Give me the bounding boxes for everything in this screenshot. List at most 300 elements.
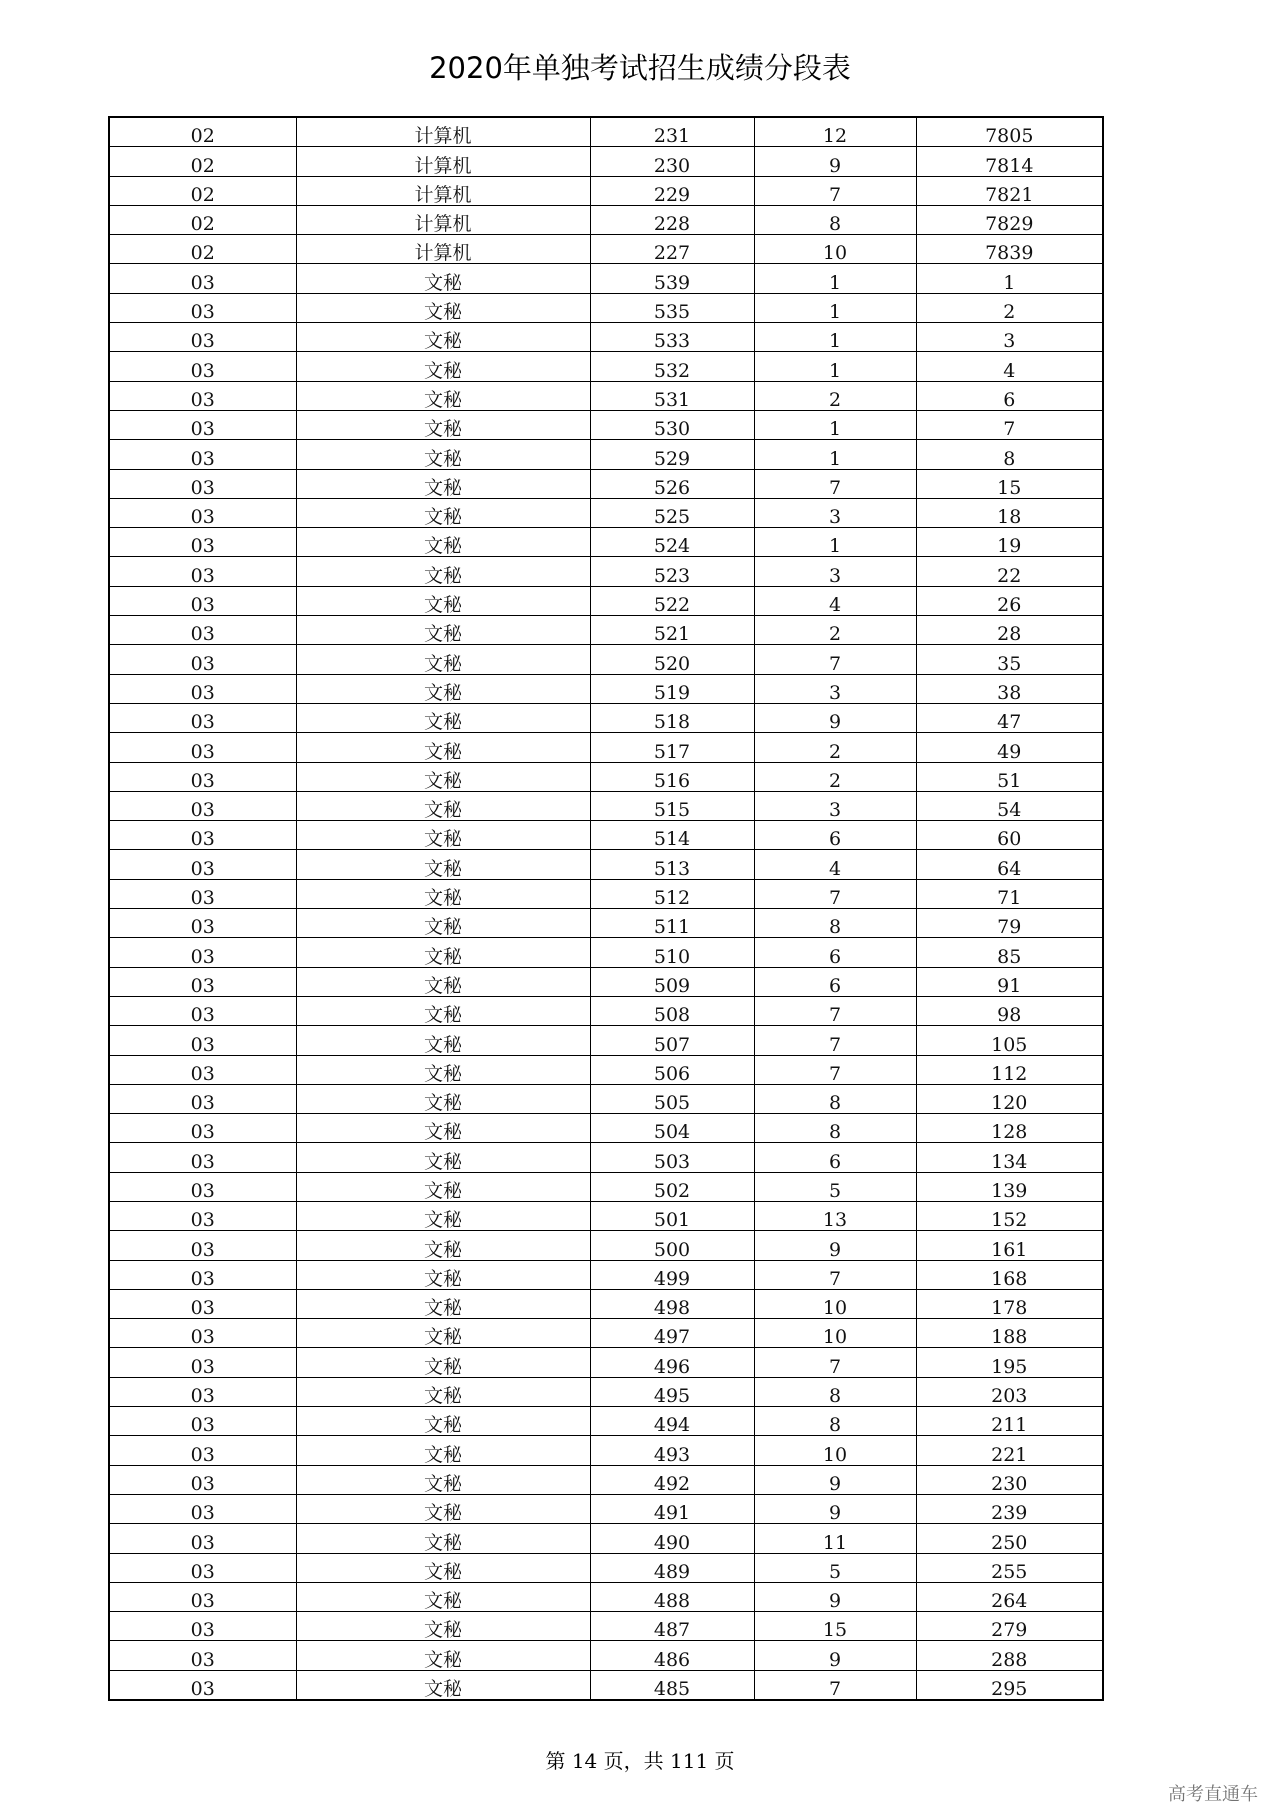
category-code-cell: 03 (109, 1553, 296, 1582)
score-cell: 520 (590, 645, 754, 674)
score-cell: 535 (590, 293, 754, 322)
cumulative-count-cell: 22 (916, 557, 1103, 586)
score-cell: 502 (590, 1172, 754, 1201)
count-cell: 9 (754, 1641, 916, 1670)
category-code-cell: 03 (109, 909, 296, 938)
category-code-cell: 03 (109, 850, 296, 879)
category-code-cell: 02 (109, 117, 296, 147)
table-row (109, 762, 1103, 791)
category-code-cell: 03 (109, 879, 296, 908)
score-cell: 492 (590, 1465, 754, 1494)
score-cell: 524 (590, 528, 754, 557)
count-cell: 1 (754, 264, 916, 293)
score-cell: 522 (590, 586, 754, 615)
subject-cell: 文秘 (296, 1670, 590, 1700)
cumulative-count-cell: 161 (916, 1231, 1103, 1260)
count-cell: 3 (754, 557, 916, 586)
subject-cell: 文秘 (296, 1377, 590, 1406)
score-cell: 539 (590, 264, 754, 293)
score-cell: 229 (590, 176, 754, 205)
count-cell: 9 (754, 703, 916, 732)
subject-cell: 文秘 (296, 1084, 590, 1113)
cumulative-count-cell: 18 (916, 498, 1103, 527)
count-cell: 8 (754, 1377, 916, 1406)
category-code-cell: 03 (109, 1319, 296, 1348)
subject-cell: 文秘 (296, 1612, 590, 1641)
category-code-cell: 03 (109, 1172, 296, 1201)
category-code-cell: 03 (109, 528, 296, 557)
count-cell: 6 (754, 1143, 916, 1172)
subject-cell: 文秘 (296, 1436, 590, 1465)
subject-cell: 文秘 (296, 1114, 590, 1143)
count-cell: 7 (754, 996, 916, 1025)
subject-cell: 文秘 (296, 293, 590, 322)
count-cell: 8 (754, 1407, 916, 1436)
table-row (109, 1582, 1103, 1611)
category-code-cell: 03 (109, 791, 296, 820)
page-title: 2020年单独考试招生成绩分段表 (429, 51, 851, 85)
category-code-cell: 03 (109, 938, 296, 967)
count-cell: 7 (754, 469, 916, 498)
cumulative-count-cell: 221 (916, 1436, 1103, 1465)
cumulative-count-cell: 91 (916, 967, 1103, 996)
score-cell: 515 (590, 791, 754, 820)
cumulative-count-cell: 26 (916, 586, 1103, 615)
table-row (109, 410, 1103, 439)
table-row (109, 791, 1103, 820)
count-cell: 2 (754, 733, 916, 762)
cumulative-count-cell: 3 (916, 323, 1103, 352)
score-cell: 530 (590, 410, 754, 439)
cumulative-count-cell: 49 (916, 733, 1103, 762)
cumulative-count-cell: 47 (916, 703, 1103, 732)
count-cell: 10 (754, 1319, 916, 1348)
score-cell: 227 (590, 235, 754, 264)
category-code-cell: 03 (109, 821, 296, 850)
score-cell: 509 (590, 967, 754, 996)
cumulative-count-cell: 38 (916, 674, 1103, 703)
cumulative-count-cell: 71 (916, 879, 1103, 908)
count-cell: 3 (754, 791, 916, 820)
table-row (109, 264, 1103, 293)
subject-cell: 文秘 (296, 1641, 590, 1670)
cumulative-count-cell: 54 (916, 791, 1103, 820)
count-cell: 11 (754, 1524, 916, 1553)
score-cell: 511 (590, 909, 754, 938)
table-row (109, 674, 1103, 703)
cumulative-count-cell: 7839 (916, 235, 1103, 264)
count-cell: 2 (754, 616, 916, 645)
table-row (109, 1055, 1103, 1084)
count-cell: 9 (754, 1231, 916, 1260)
subject-cell: 文秘 (296, 821, 590, 850)
table-row (109, 117, 1103, 147)
table-row (109, 821, 1103, 850)
count-cell: 15 (754, 1612, 916, 1641)
cumulative-count-cell: 6 (916, 381, 1103, 410)
subject-cell: 文秘 (296, 1260, 590, 1289)
count-cell: 4 (754, 850, 916, 879)
category-code-cell: 03 (109, 733, 296, 762)
score-cell: 516 (590, 762, 754, 791)
table-row (109, 879, 1103, 908)
cumulative-count-cell: 112 (916, 1055, 1103, 1084)
score-cell: 230 (590, 147, 754, 176)
score-cell: 494 (590, 1407, 754, 1436)
cumulative-count-cell: 295 (916, 1670, 1103, 1700)
cumulative-count-cell: 28 (916, 616, 1103, 645)
cumulative-count-cell: 188 (916, 1319, 1103, 1348)
table-row (109, 1553, 1103, 1582)
cumulative-count-cell: 60 (916, 821, 1103, 850)
count-cell: 3 (754, 674, 916, 703)
score-cell: 485 (590, 1670, 754, 1700)
subject-cell: 文秘 (296, 1319, 590, 1348)
table-row (109, 498, 1103, 527)
score-cell: 517 (590, 733, 754, 762)
score-cell: 487 (590, 1612, 754, 1641)
table-row (109, 469, 1103, 498)
cumulative-count-cell: 288 (916, 1641, 1103, 1670)
subject-cell: 文秘 (296, 528, 590, 557)
category-code-cell: 03 (109, 967, 296, 996)
category-code-cell: 03 (109, 264, 296, 293)
table-row (109, 293, 1103, 322)
table-row (109, 1524, 1103, 1553)
subject-cell: 文秘 (296, 703, 590, 732)
score-cell: 512 (590, 879, 754, 908)
table-row (109, 381, 1103, 410)
subject-cell: 文秘 (296, 1026, 590, 1055)
table-row (109, 1084, 1103, 1113)
subject-cell: 文秘 (296, 586, 590, 615)
subject-cell: 文秘 (296, 381, 590, 410)
table-row (109, 703, 1103, 732)
subject-cell: 文秘 (296, 996, 590, 1025)
score-cell: 489 (590, 1553, 754, 1582)
category-code-cell: 03 (109, 557, 296, 586)
subject-cell: 计算机 (296, 147, 590, 176)
subject-cell: 计算机 (296, 176, 590, 205)
category-code-cell: 03 (109, 1582, 296, 1611)
table-body (109, 117, 1103, 1700)
table-row (109, 1407, 1103, 1436)
table-row (109, 645, 1103, 674)
score-cell: 532 (590, 352, 754, 381)
subject-cell: 文秘 (296, 410, 590, 439)
score-cell: 504 (590, 1114, 754, 1143)
table-row (109, 1143, 1103, 1172)
score-cell: 500 (590, 1231, 754, 1260)
category-code-cell: 03 (109, 674, 296, 703)
category-code-cell: 03 (109, 323, 296, 352)
score-cell: 488 (590, 1582, 754, 1611)
count-cell: 7 (754, 1026, 916, 1055)
cumulative-count-cell: 152 (916, 1201, 1103, 1230)
category-code-cell: 03 (109, 1348, 296, 1377)
category-code-cell: 03 (109, 1494, 296, 1523)
cumulative-count-cell: 230 (916, 1465, 1103, 1494)
score-cell: 523 (590, 557, 754, 586)
count-cell: 1 (754, 440, 916, 469)
table-row (109, 1319, 1103, 1348)
score-cell: 529 (590, 440, 754, 469)
category-code-cell: 03 (109, 1201, 296, 1230)
category-code-cell: 03 (109, 469, 296, 498)
count-cell: 4 (754, 586, 916, 615)
table-row (109, 323, 1103, 352)
cumulative-count-cell: 35 (916, 645, 1103, 674)
subject-cell: 文秘 (296, 1231, 590, 1260)
category-code-cell: 03 (109, 996, 296, 1025)
cumulative-count-cell: 264 (916, 1582, 1103, 1611)
subject-cell: 计算机 (296, 235, 590, 264)
table-row (109, 1260, 1103, 1289)
count-cell: 2 (754, 381, 916, 410)
table-row (109, 1465, 1103, 1494)
category-code-cell: 03 (109, 1612, 296, 1641)
subject-cell: 文秘 (296, 674, 590, 703)
cumulative-count-cell: 279 (916, 1612, 1103, 1641)
category-code-cell: 03 (109, 586, 296, 615)
cumulative-count-cell: 120 (916, 1084, 1103, 1113)
score-cell: 533 (590, 323, 754, 352)
table-row (109, 1289, 1103, 1318)
table-row (109, 586, 1103, 615)
subject-cell: 计算机 (296, 117, 590, 147)
subject-cell: 文秘 (296, 1582, 590, 1611)
count-cell: 2 (754, 762, 916, 791)
category-code-cell: 03 (109, 498, 296, 527)
score-cell: 513 (590, 850, 754, 879)
count-cell: 1 (754, 410, 916, 439)
category-code-cell: 03 (109, 645, 296, 674)
category-code-cell: 03 (109, 1026, 296, 1055)
category-code-cell: 02 (109, 235, 296, 264)
cumulative-count-cell: 211 (916, 1407, 1103, 1436)
category-code-cell: 03 (109, 352, 296, 381)
category-code-cell: 03 (109, 1084, 296, 1113)
category-code-cell: 03 (109, 1231, 296, 1260)
cumulative-count-cell: 7821 (916, 176, 1103, 205)
cumulative-count-cell: 178 (916, 1289, 1103, 1318)
score-cell: 496 (590, 1348, 754, 1377)
subject-cell: 文秘 (296, 323, 590, 352)
subject-cell: 文秘 (296, 1524, 590, 1553)
cumulative-count-cell: 15 (916, 469, 1103, 498)
count-cell: 6 (754, 967, 916, 996)
cumulative-count-cell: 239 (916, 1494, 1103, 1523)
score-cell: 493 (590, 1436, 754, 1465)
score-cell: 521 (590, 616, 754, 645)
score-cell: 506 (590, 1055, 754, 1084)
count-cell: 3 (754, 498, 916, 527)
subject-cell: 文秘 (296, 1494, 590, 1523)
category-code-cell: 03 (109, 616, 296, 645)
subject-cell: 文秘 (296, 440, 590, 469)
subject-cell: 文秘 (296, 352, 590, 381)
table-row (109, 205, 1103, 234)
category-code-cell: 03 (109, 1289, 296, 1318)
score-cell: 490 (590, 1524, 754, 1553)
cumulative-count-cell: 250 (916, 1524, 1103, 1553)
score-cell: 498 (590, 1289, 754, 1318)
cumulative-count-cell: 64 (916, 850, 1103, 879)
cumulative-count-cell: 7814 (916, 147, 1103, 176)
count-cell: 8 (754, 909, 916, 938)
count-cell: 7 (754, 645, 916, 674)
score-cell: 231 (590, 117, 754, 147)
cumulative-count-cell: 8 (916, 440, 1103, 469)
category-code-cell: 03 (109, 440, 296, 469)
cumulative-count-cell: 85 (916, 938, 1103, 967)
score-cell: 495 (590, 1377, 754, 1406)
category-code-cell: 03 (109, 1670, 296, 1700)
score-cell: 525 (590, 498, 754, 527)
subject-cell: 文秘 (296, 967, 590, 996)
score-cell: 503 (590, 1143, 754, 1172)
count-cell: 9 (754, 1494, 916, 1523)
cumulative-count-cell: 105 (916, 1026, 1103, 1055)
category-code-cell: 03 (109, 1407, 296, 1436)
count-cell: 7 (754, 176, 916, 205)
subject-cell: 文秘 (296, 1201, 590, 1230)
category-code-cell: 03 (109, 1260, 296, 1289)
category-code-cell: 03 (109, 762, 296, 791)
category-code-cell: 03 (109, 1641, 296, 1670)
count-cell: 1 (754, 323, 916, 352)
table-row (109, 528, 1103, 557)
count-cell: 9 (754, 1465, 916, 1494)
count-cell: 5 (754, 1553, 916, 1582)
subject-cell: 文秘 (296, 938, 590, 967)
score-cell: 497 (590, 1319, 754, 1348)
watermark: 高考直通车 (1168, 1784, 1258, 1805)
table-row (109, 938, 1103, 967)
table-row (109, 909, 1103, 938)
cumulative-count-cell: 7 (916, 410, 1103, 439)
table-row (109, 440, 1103, 469)
table-row (109, 616, 1103, 645)
subject-cell: 计算机 (296, 205, 590, 234)
cumulative-count-cell: 139 (916, 1172, 1103, 1201)
table-row (109, 1348, 1103, 1377)
category-code-cell: 03 (109, 381, 296, 410)
count-cell: 10 (754, 235, 916, 264)
category-code-cell: 02 (109, 205, 296, 234)
cumulative-count-cell: 255 (916, 1553, 1103, 1582)
category-code-cell: 03 (109, 410, 296, 439)
cumulative-count-cell: 7805 (916, 117, 1103, 147)
page-number: 第 14 页，共 111 页 (545, 1749, 735, 1773)
score-cell: 518 (590, 703, 754, 732)
score-cell: 526 (590, 469, 754, 498)
score-cell: 228 (590, 205, 754, 234)
category-code-cell: 03 (109, 1114, 296, 1143)
subject-cell: 文秘 (296, 1055, 590, 1084)
score-cell: 510 (590, 938, 754, 967)
table-row (109, 1612, 1103, 1641)
count-cell: 9 (754, 147, 916, 176)
table-row (109, 352, 1103, 381)
table-row (109, 1494, 1103, 1523)
cumulative-count-cell: 203 (916, 1377, 1103, 1406)
score-distribution-table (108, 116, 1104, 1701)
table-row (109, 996, 1103, 1025)
count-cell: 6 (754, 938, 916, 967)
table-row (109, 1641, 1103, 1670)
cumulative-count-cell: 1 (916, 264, 1103, 293)
cumulative-count-cell: 19 (916, 528, 1103, 557)
cumulative-count-cell: 2 (916, 293, 1103, 322)
cumulative-count-cell: 7829 (916, 205, 1103, 234)
cumulative-count-cell: 51 (916, 762, 1103, 791)
score-cell: 508 (590, 996, 754, 1025)
table-row (109, 1026, 1103, 1055)
cumulative-count-cell: 4 (916, 352, 1103, 381)
count-cell: 9 (754, 1582, 916, 1611)
subject-cell: 文秘 (296, 762, 590, 791)
subject-cell: 文秘 (296, 1348, 590, 1377)
table-row (109, 1670, 1103, 1700)
cumulative-count-cell: 134 (916, 1143, 1103, 1172)
count-cell: 7 (754, 879, 916, 908)
count-cell: 12 (754, 117, 916, 147)
subject-cell: 文秘 (296, 616, 590, 645)
count-cell: 1 (754, 293, 916, 322)
table-row (109, 1377, 1103, 1406)
subject-cell: 文秘 (296, 850, 590, 879)
score-cell: 499 (590, 1260, 754, 1289)
subject-cell: 文秘 (296, 909, 590, 938)
score-cell: 514 (590, 821, 754, 850)
subject-cell: 文秘 (296, 733, 590, 762)
subject-cell: 文秘 (296, 1407, 590, 1436)
count-cell: 13 (754, 1201, 916, 1230)
category-code-cell: 03 (109, 1436, 296, 1465)
category-code-cell: 03 (109, 1377, 296, 1406)
count-cell: 7 (754, 1670, 916, 1700)
score-cell: 519 (590, 674, 754, 703)
table-row (109, 557, 1103, 586)
subject-cell: 文秘 (296, 645, 590, 674)
subject-cell: 文秘 (296, 469, 590, 498)
table-row (109, 1172, 1103, 1201)
category-code-cell: 03 (109, 1465, 296, 1494)
subject-cell: 文秘 (296, 1143, 590, 1172)
score-cell: 507 (590, 1026, 754, 1055)
count-cell: 8 (754, 205, 916, 234)
count-cell: 10 (754, 1436, 916, 1465)
category-code-cell: 02 (109, 176, 296, 205)
count-cell: 7 (754, 1348, 916, 1377)
count-cell: 7 (754, 1055, 916, 1084)
table-row (109, 967, 1103, 996)
table-row (109, 1231, 1103, 1260)
subject-cell: 文秘 (296, 791, 590, 820)
score-cell: 501 (590, 1201, 754, 1230)
count-cell: 1 (754, 528, 916, 557)
count-cell: 1 (754, 352, 916, 381)
score-cell: 491 (590, 1494, 754, 1523)
table-row (109, 1436, 1103, 1465)
table-row (109, 850, 1103, 879)
score-cell: 505 (590, 1084, 754, 1113)
score-cell: 486 (590, 1641, 754, 1670)
table-row (109, 235, 1103, 264)
table-row (109, 1114, 1103, 1143)
count-cell: 10 (754, 1289, 916, 1318)
